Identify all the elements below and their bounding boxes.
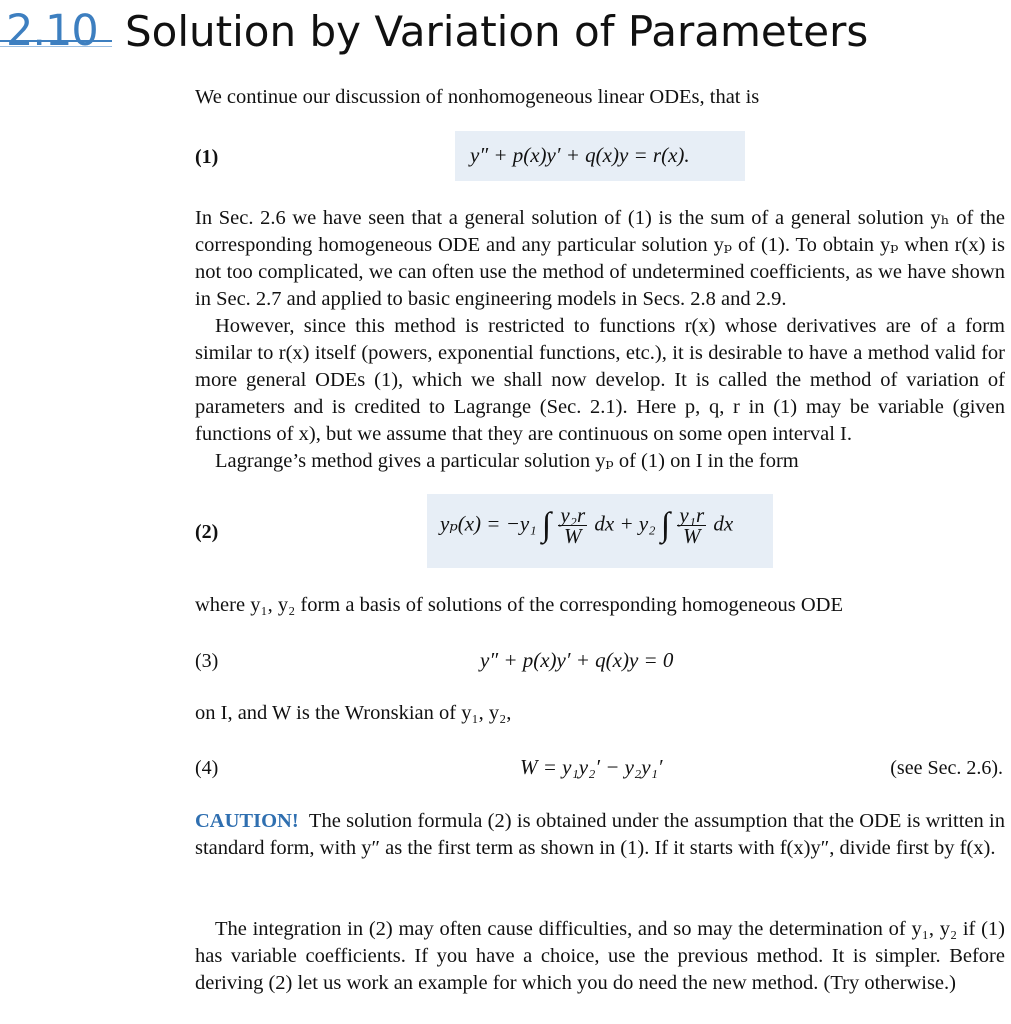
fraction-1-denominator: W: [563, 524, 582, 548]
equation-4-note: (see Sec. 2.6).: [890, 757, 1003, 779]
caution-label: CAUTION!: [195, 810, 299, 832]
paragraph-5: on I, and W is the Wronskian of y₁, y₂,: [195, 702, 512, 724]
equation-3-label: (3): [195, 650, 219, 672]
equation-1-label: (1): [195, 146, 219, 168]
fraction-2-numerator: y₁r: [679, 503, 705, 527]
fraction-2-denominator: W: [682, 524, 701, 548]
section-number: 2.10: [6, 6, 98, 56]
integral-sign-2: ∫: [660, 506, 671, 544]
section-number-underline: [0, 40, 112, 42]
paragraph-2: However, since this method is restricted to functions r(x) whose derivatives are of a form similar to r(x) itself (powers, exponential functions, etc.), it is desirable to have a method valid for more general ODEs (1), which we shall now develop. It is called the method of variation of parameters and is credited to Lagrange (Sec. 2.1). Here p, q, r in (1) may be variable (given functions of x), but we assume that they are continuous on some open interval I.: [195, 315, 1005, 445]
equation-2-label: (2): [195, 521, 219, 543]
equation-1: y″ + p(x)y′ + q(x)y = r(x).: [470, 143, 690, 167]
paragraph-6: The integration in (2) may often cause difficulties, and so may the determination of y₁, y₂ if (1) has variable coefficients. If you have a choice, use the previous method. It is simpler. Before deriving (2) let us work an example for which you do need the new method. (Try otherwise.): [195, 918, 1005, 994]
equation-2: [440, 505, 733, 546]
section-number-underline-secondary: [0, 46, 112, 47]
equation-4: W = y₁y₂′ − y₂y₁′: [520, 755, 663, 779]
section-header: [0, 0, 1011, 70]
fraction-1-numerator: y₂r: [560, 503, 586, 527]
section-title: Solution by Variation of Parameters: [125, 7, 869, 56]
equation-2-lhs: yₚ(x) = −y₁: [440, 511, 537, 536]
paragraph-3: Lagrange’s method gives a particular solution yₚ of (1) on I in the form: [215, 450, 799, 472]
paragraph-4: where y₁, y₂ form a basis of solutions of the corresponding homogeneous ODE: [195, 594, 843, 616]
equation-2-end: dx: [713, 511, 734, 536]
fraction-2: [677, 505, 706, 546]
caution-text: The solution formula (2) is obtained under the assumption that the ODE is written in standard form, with y″ as the first term as shown in (1). If it starts with f(x)y″, divide first by f(x).: [195, 810, 1005, 859]
integral-sign: ∫: [541, 506, 552, 544]
equation-3: y″ + p(x)y′ + q(x)y = 0: [480, 648, 674, 672]
intro-paragraph: We continue our discussion of nonhomogeneous linear ODEs, that is: [195, 86, 760, 108]
fraction-1: [558, 505, 587, 546]
caution-paragraph: [195, 808, 1005, 862]
equation-4-label: (4): [195, 757, 219, 779]
equation-2-middle: dx + y₂: [594, 511, 656, 536]
paragraph-1: In Sec. 2.6 we have seen that a general solution of (1) is the sum of a general solution yₕ of the corresponding homogeneous ODE and any particular solution yₚ of (1). To obtain yₚ when r(x) is not too complicated, we can often use the method of undetermined coefficients, as we have shown in Sec. 2.7 and applied to basic engineering models in Secs. 2.8 and 2.9.: [195, 207, 1005, 310]
